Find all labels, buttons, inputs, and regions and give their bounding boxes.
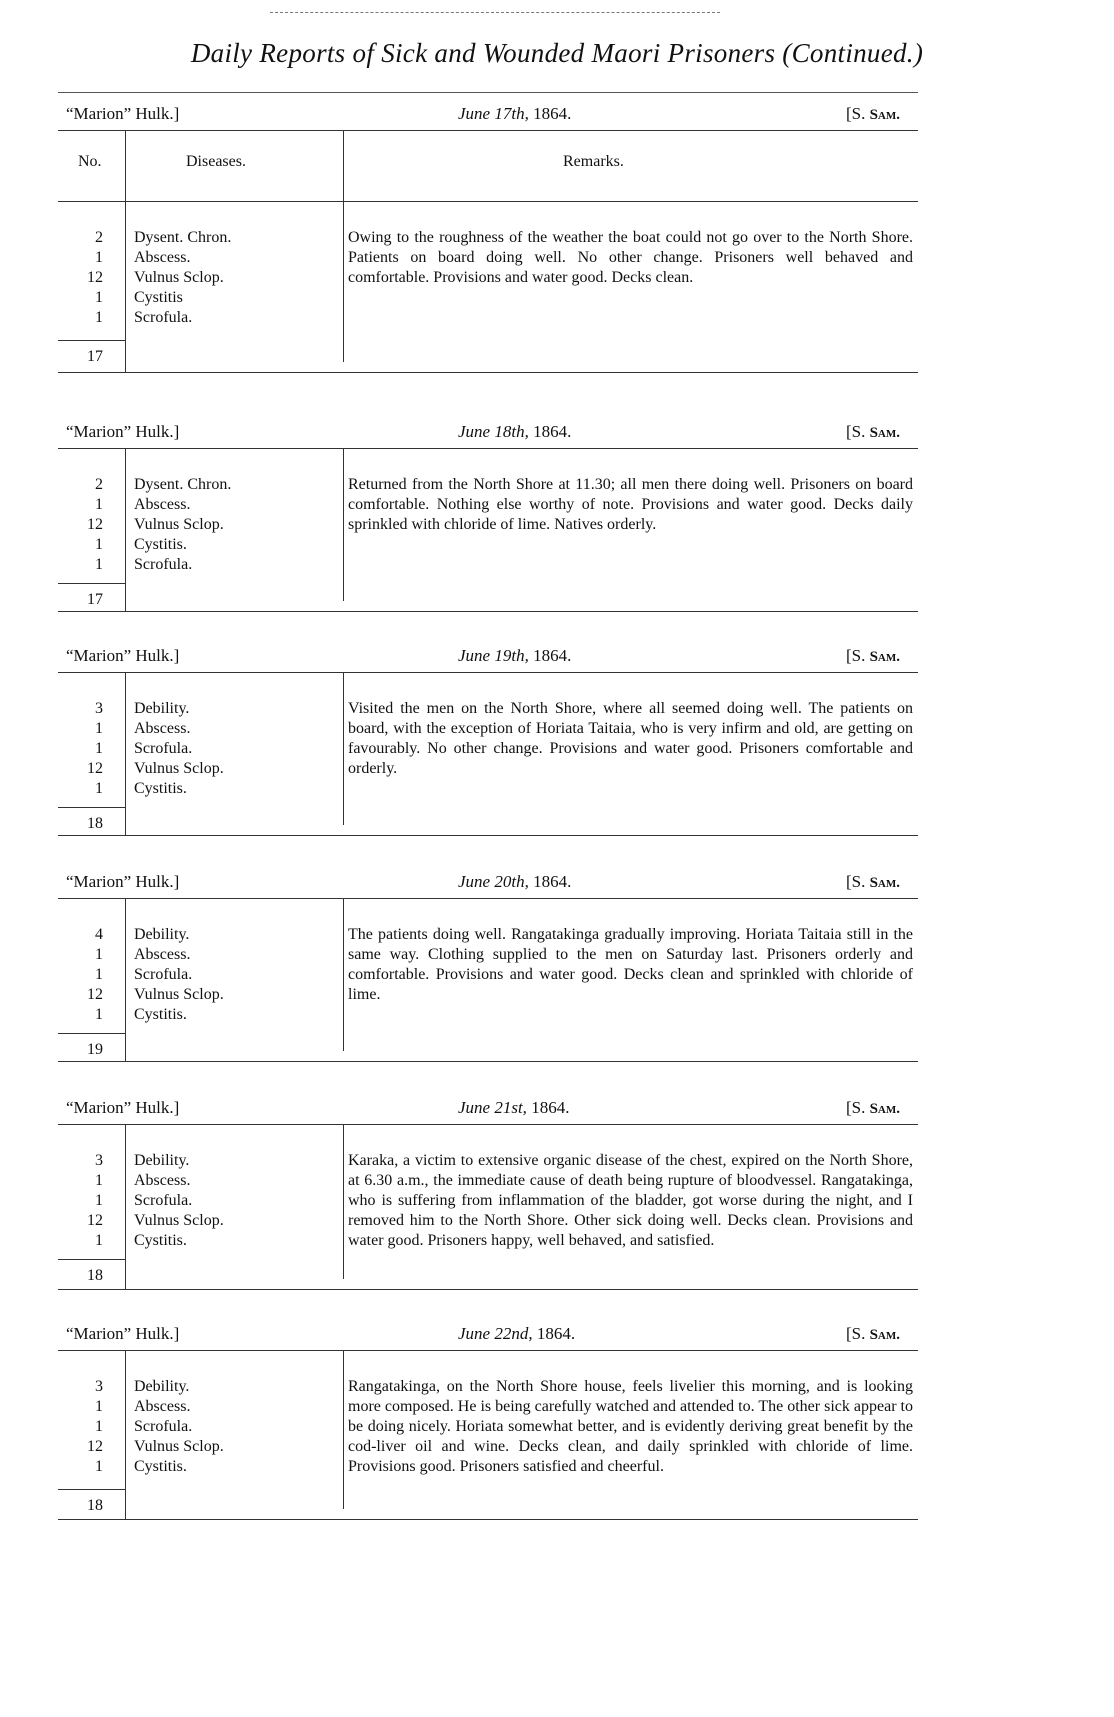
signature-initial: [S.: [845, 1098, 866, 1117]
case-count: 12: [87, 269, 103, 286]
column-divider: [343, 899, 344, 1051]
top-rule: [270, 12, 720, 13]
disease-name: Cystitis.: [134, 536, 187, 553]
signature-name: Sam.: [869, 875, 900, 891]
entry-bottom-rule: [58, 372, 918, 373]
column-divider: [343, 1125, 344, 1279]
hulk-label: “Marion” Hulk.]: [66, 104, 180, 123]
remarks-text: Rangatakinga, on the North Shore house, feels livelier this morning, and is looking more composed. He is being carefully watched and attended to. The other sick appear to be doing nicely. Horiata somewhat better, and is evidently deriving great benefit by the cod-liver oil and wine. Decks clean, and daily sprinkled with chloride of lime. Provisions good. Prisoners satisfied and cheerful.: [348, 1378, 913, 1475]
daily-report-entry: [58, 98, 918, 373]
case-count: 12: [87, 516, 103, 533]
signature: [846, 1324, 900, 1344]
disease-list: [134, 475, 334, 575]
entry-header: [58, 640, 918, 672]
case-count: 12: [87, 760, 103, 777]
case-count: 1: [95, 1006, 103, 1023]
report-date: [458, 1098, 569, 1118]
column-divider: [125, 1125, 126, 1289]
disease-list: [134, 925, 334, 1025]
case-counts: [58, 475, 125, 575]
entry-body: [58, 201, 918, 372]
entry-header: [58, 416, 918, 448]
page-title: Daily Reports of Sick and Wounded Maori Prisoners (Continued.): [190, 38, 924, 68]
remarks-text: Karaka, a victim to extensive organic disease of the chest, expired on the North Shore, at 6.30 a.m., the immediate cause of death being rupture of bloodvessel. Rangatakinga, who is suffering from inflammation of the bladder, got worse during the night, and I removed him to the North Shore. Other sick doing well. Decks clean. Provisions and water good. Prisoners happy, well behaved, and satisfied.: [348, 1152, 913, 1249]
case-counts: [58, 1151, 125, 1251]
report-date-day: June 17th,: [458, 104, 529, 123]
case-count: 3: [95, 1152, 103, 1169]
disease-name: Abscess.: [134, 496, 191, 513]
hulk-label: “Marion” Hulk.]: [66, 422, 180, 441]
remarks-text: The patients doing well. Rangatakinga gradually improving. Horiata Taitaia still in the same way. Clothing supplied to the men on Saturday last. Prisoners orderly and comfortable. Provisions and water good. Decks clean and sprinkled with chloride of lime.: [348, 926, 913, 1003]
case-count: 1: [95, 1398, 103, 1415]
report-date: [458, 872, 571, 892]
disease-name: Dysent. Chron.: [134, 476, 232, 493]
column-header-diseases: Diseases.: [186, 153, 246, 170]
signature-initial: [S.: [845, 104, 866, 123]
column-header-remarks: Remarks.: [563, 153, 624, 170]
column-divider: [125, 899, 126, 1061]
case-total: [58, 1267, 125, 1285]
signature: [846, 104, 900, 124]
column-divider: [343, 202, 344, 362]
daily-report-entry: [58, 640, 918, 836]
case-count: 12: [87, 986, 103, 1003]
disease-name: Abscess.: [134, 1172, 191, 1189]
case-count: 1: [95, 1458, 103, 1475]
column-divider: [125, 449, 126, 611]
report-date-year: 1864.: [531, 1098, 570, 1117]
signature: [846, 422, 900, 442]
signature-initial: [S.: [845, 422, 866, 441]
case-total-value: 18: [87, 815, 103, 832]
case-count: 1: [95, 740, 103, 757]
disease-name: Debility.: [134, 1152, 190, 1169]
disease-name: Scrofula.: [134, 1418, 193, 1435]
case-count: 1: [95, 309, 103, 326]
case-count: 12: [87, 1438, 103, 1455]
remarks-text: Owing to the roughness of the weather the boat could not go over to the North Shore. Patients on board doing well. No other change. Prisoners well behaved and comfortable. Provisions and water good. Decks clean.: [348, 229, 913, 286]
disease-list: [134, 1377, 334, 1477]
disease-name: Scrofula.: [134, 556, 193, 573]
total-rule: [58, 583, 125, 584]
report-date-year: 1864.: [533, 872, 572, 891]
entry-header: [58, 98, 918, 130]
disease-name: Cystitis.: [134, 1232, 187, 1249]
case-count: 1: [95, 780, 103, 797]
case-count: 2: [95, 476, 103, 493]
entry-header: [58, 1092, 918, 1124]
case-count: 12: [87, 1212, 103, 1229]
disease-name: Dysent. Chron.: [134, 229, 232, 246]
case-count: 4: [95, 926, 103, 943]
entry-body: [58, 1350, 918, 1519]
signature-name: Sam.: [869, 649, 900, 665]
remarks-text: Visited the men on the North Shore, where all seemed doing well. The patients on board, with the exception of Horiata Taitaia, who is very infirm and old, are getting on favourably. No other change. Provisions and water good. Prisoners comfortable and orderly.: [348, 700, 913, 777]
column-divider: [343, 131, 344, 201]
entry-bottom-rule: [58, 611, 918, 612]
column-divider: [343, 449, 344, 601]
disease-name: Scrofula.: [134, 966, 193, 983]
entry-body: [58, 1124, 918, 1289]
disease-name: Debility.: [134, 700, 190, 717]
hulk-label: “Marion” Hulk.]: [66, 1324, 180, 1343]
entry-body: [58, 448, 918, 611]
disease-name: Vulnus Sclop.: [134, 1438, 224, 1455]
column-divider: [125, 131, 126, 201]
column-divider: [343, 1351, 344, 1509]
report-date-day: June 19th,: [458, 646, 529, 665]
report-date-year: 1864.: [533, 422, 572, 441]
disease-name: Abscess.: [134, 1398, 191, 1415]
disease-name: Debility.: [134, 926, 190, 943]
disease-name: Cystitis.: [134, 780, 187, 797]
report-date-year: 1864.: [536, 1324, 576, 1343]
case-counts: [58, 699, 125, 799]
hulk-label: “Marion” Hulk.]: [66, 1098, 180, 1117]
case-count: 1: [95, 556, 103, 573]
case-counts: [58, 925, 125, 1025]
case-count: 3: [95, 1378, 103, 1395]
report-date: [458, 646, 571, 666]
disease-list: [134, 228, 334, 328]
disease-name: Scrofula.: [134, 740, 193, 757]
entry-header: [58, 1318, 918, 1350]
daily-report-entry: [58, 1318, 918, 1520]
case-count: 1: [95, 1232, 103, 1249]
column-divider: [343, 673, 344, 825]
case-total: [58, 348, 125, 366]
case-count: 1: [95, 1172, 103, 1189]
disease-list: [134, 1151, 334, 1251]
signature-initial: [S.: [845, 1324, 866, 1343]
disease-name: Abscess.: [134, 249, 191, 266]
report-date-day: June 18th,: [458, 422, 529, 441]
case-count: 3: [95, 700, 103, 717]
signature-initial: [S.: [845, 646, 866, 665]
entry-bottom-rule: [58, 835, 918, 836]
disease-name: Vulnus Sclop.: [134, 269, 224, 286]
case-count: 1: [95, 1192, 103, 1209]
entry-body: [58, 898, 918, 1061]
case-count: 1: [95, 496, 103, 513]
report-date: [458, 104, 571, 124]
daily-report-entry: [58, 866, 918, 1062]
signature-name: Sam.: [869, 425, 900, 441]
disease-name: Scrofula.: [134, 1192, 193, 1209]
case-count: 1: [95, 946, 103, 963]
case-total-value: 17: [87, 348, 103, 365]
report-date-day: June 21st,: [458, 1098, 527, 1117]
disease-name: Abscess.: [134, 720, 191, 737]
title-rule: [58, 92, 918, 93]
signature-name: Sam.: [869, 1101, 900, 1117]
entry-header: [58, 866, 918, 898]
daily-report-entry: [58, 416, 918, 612]
disease-name: Cystitis.: [134, 1006, 187, 1023]
case-count: 1: [95, 966, 103, 983]
case-count: 1: [95, 249, 103, 266]
report-date-day: June 22nd,: [458, 1324, 533, 1343]
signature-name: Sam.: [869, 107, 900, 123]
column-divider: [125, 1351, 126, 1519]
disease-name: Vulnus Sclop.: [134, 986, 224, 1003]
disease-name: Vulnus Sclop.: [134, 516, 224, 533]
column-header-row: [58, 130, 918, 201]
daily-report-entry: [58, 1092, 918, 1290]
remarks-text: Returned from the North Shore at 11.30; all men there doing well. Prisoners on board comfortable. Nothing else worthy of note. Provisions and water good. Decks daily sprinkled with chloride of lime. Natives orderly.: [348, 476, 913, 533]
signature: [846, 872, 900, 892]
case-count: 1: [95, 1418, 103, 1435]
case-count: 2: [95, 229, 103, 246]
column-divider: [125, 202, 126, 372]
signature: [846, 646, 900, 666]
report-date-year: 1864.: [533, 646, 572, 665]
report-date: [458, 422, 571, 442]
total-rule: [58, 1259, 125, 1260]
disease-name: Cystitis.: [134, 1458, 187, 1475]
report-date-year: 1864.: [533, 104, 572, 123]
disease-name: Debility.: [134, 1378, 190, 1395]
disease-list: [134, 699, 334, 799]
entry-bottom-rule: [58, 1519, 918, 1520]
case-total: [58, 1041, 125, 1059]
total-rule: [58, 807, 125, 808]
entry-bottom-rule: [58, 1061, 918, 1062]
case-count: 1: [95, 720, 103, 737]
case-total-value: 17: [87, 591, 103, 608]
case-count: 1: [95, 536, 103, 553]
case-total: [58, 591, 125, 609]
case-total: [58, 815, 125, 833]
case-total-value: 18: [87, 1497, 103, 1514]
case-count: 1: [95, 289, 103, 306]
signature-name: Sam.: [869, 1327, 900, 1343]
disease-name: Abscess.: [134, 946, 191, 963]
entry-bottom-rule: [58, 1289, 918, 1290]
column-header-no: No.: [78, 153, 102, 170]
case-total-value: 18: [87, 1267, 103, 1284]
report-date-day: June 20th,: [458, 872, 529, 891]
disease-name: Cystitis: [134, 289, 183, 306]
hulk-label: “Marion” Hulk.]: [66, 872, 180, 891]
report-date: [458, 1324, 575, 1344]
entry-body: [58, 672, 918, 835]
total-rule: [58, 340, 125, 341]
disease-name: Vulnus Sclop.: [134, 760, 224, 777]
case-total: [58, 1497, 125, 1515]
case-counts: [58, 1377, 125, 1477]
signature-initial: [S.: [845, 872, 866, 891]
case-total-value: 19: [87, 1041, 103, 1058]
total-rule: [58, 1033, 125, 1034]
signature: [846, 1098, 900, 1118]
disease-name: Vulnus Sclop.: [134, 1212, 224, 1229]
case-counts: [58, 228, 125, 328]
hulk-label: “Marion” Hulk.]: [66, 646, 180, 665]
disease-name: Scrofula.: [134, 309, 193, 326]
total-rule: [58, 1489, 125, 1490]
column-divider: [125, 673, 126, 835]
